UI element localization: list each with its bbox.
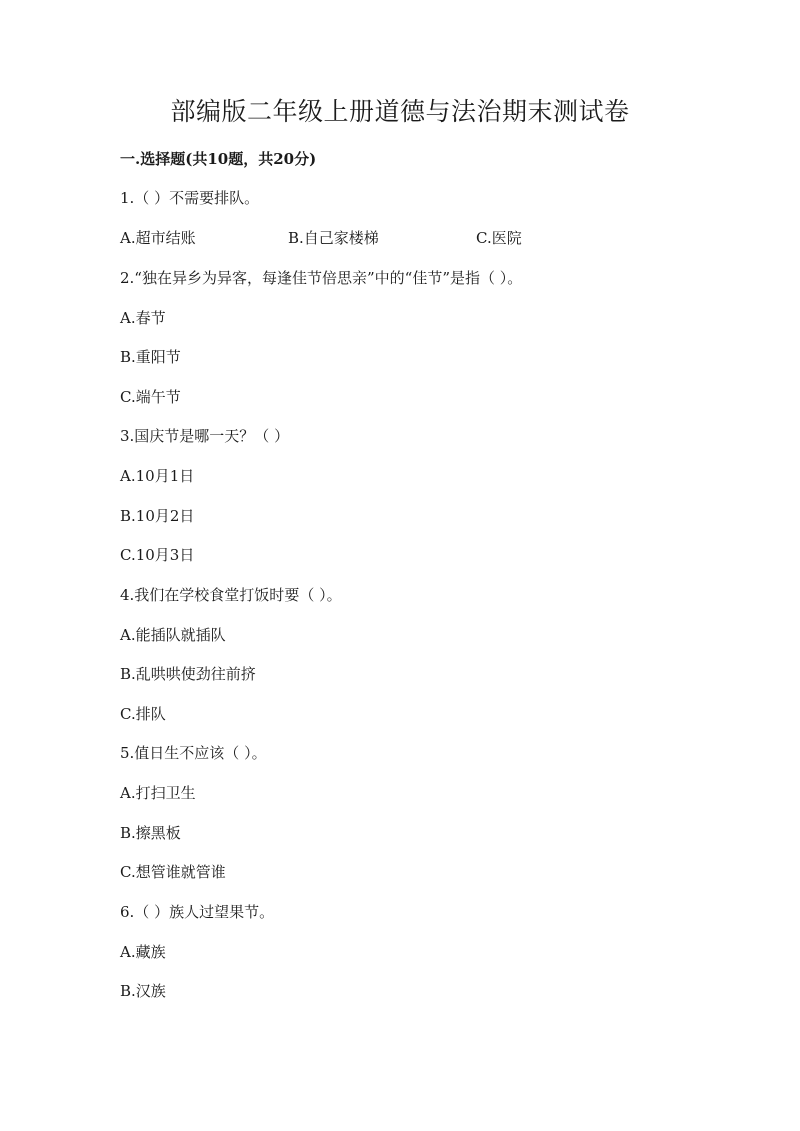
question-4-option-b: B.乱哄哄使劲往前挤 [120,665,256,683]
page-title: 部编版二年级上册道德与法治期末测试卷 [170,97,630,126]
question-2-option-a: A.春节 [120,309,166,327]
question-6-option-b: B.汉族 [120,982,166,1000]
question-3-option-a: A.10月1日 [120,467,195,485]
question-6-stem: 6.（ ）族人过望果节。 [120,903,275,921]
question-1-option-c: C.医院 [476,229,522,247]
section-heading: 一.选择题(共10题，共20分) [120,150,317,168]
question-1-stem: 1.（ ）不需要排队。 [120,189,260,207]
question-2-stem: 2.“独在异乡为异客，每逢佳节倍思亲”中的“佳节”是指（ ）。 [120,269,523,287]
question-4-option-a: A.能插队就插队 [120,626,226,644]
question-4-option-c: C.排队 [120,705,166,723]
question-1-option-a: A.超市结账 [120,229,196,247]
question-3-option-c: C.10月3日 [120,546,195,564]
question-5-option-a: A.打扫卫生 [120,784,196,802]
question-1-options [120,227,720,247]
question-6-option-a: A.藏族 [120,943,166,961]
question-1-option-b: B.自己家楼梯 [288,229,379,247]
question-5-option-b: B.擦黑板 [120,824,181,842]
question-4-stem: 4.我们在学校食堂打饭时要（ ）。 [120,586,342,604]
question-2-option-b: B.重阳节 [120,348,181,366]
question-3-stem: 3.国庆节是哪一天？（ ） [120,427,290,445]
question-5-stem: 5.值日生不应该（ ）。 [120,744,267,762]
question-2-option-c: C.端午节 [120,388,181,406]
question-3-option-b: B.10月2日 [120,507,195,525]
question-5-option-c: C.想管谁就管谁 [120,863,226,881]
